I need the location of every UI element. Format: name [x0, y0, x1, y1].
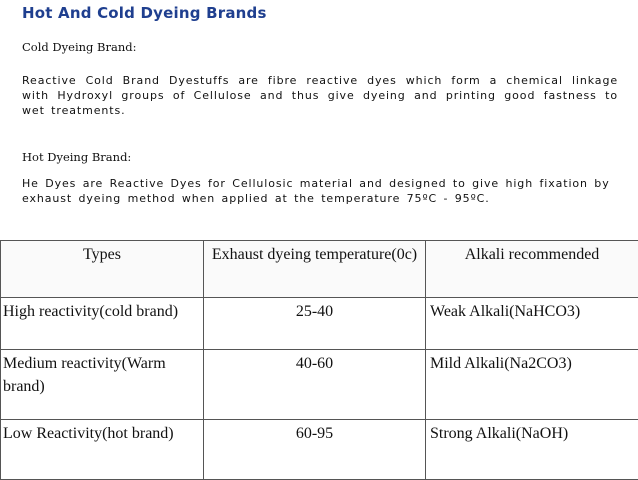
cell-temperature: 25-40	[204, 298, 426, 350]
page-title: Hot And Cold Dyeing Brands	[22, 4, 267, 22]
dyeing-table	[0, 240, 638, 480]
table-row	[1, 350, 638, 420]
cell-alkali: Strong Alkali(NaOH)	[426, 420, 638, 480]
header-alkali: Alkali recommended	[426, 241, 638, 298]
header-types: Types	[1, 241, 204, 298]
table-row	[1, 298, 638, 350]
cell-alkali: Weak Alkali(NaHCO3)	[426, 298, 638, 350]
cold-brand-heading: Cold Dyeing Brand:	[22, 40, 137, 54]
hot-brand-heading: Hot Dyeing Brand:	[22, 150, 131, 164]
cell-type: Medium reactivity(Warm brand)	[1, 350, 204, 420]
hot-brand-text: He Dyes are Reactive Dyes for Cellulosic material and designed to give high fixation by exhaust dyeing method when applied at the temperature 75ºC - 95ºC.	[22, 176, 618, 206]
cell-temperature: 40-60	[204, 350, 426, 420]
cold-brand-text: Reactive Cold Brand Dyestuffs are fibre reactive dyes which form a chemical linkage with Hydroxyl groups of Cellulose and thus give dyeing and printing good fastness to wet treatments.	[22, 73, 618, 118]
cell-type: Low Reactivity(hot brand)	[1, 420, 204, 480]
header-temperature: Exhaust dyeing temperature(0c)	[204, 241, 426, 298]
table-row	[1, 420, 638, 480]
cell-temperature: 60-95	[204, 420, 426, 480]
cell-alkali: Mild Alkali(Na2CO3)	[426, 350, 638, 420]
cell-type: High reactivity(cold brand)	[1, 298, 204, 350]
dyeing-brands-panel	[0, 0, 638, 236]
table-header-row	[1, 241, 638, 298]
